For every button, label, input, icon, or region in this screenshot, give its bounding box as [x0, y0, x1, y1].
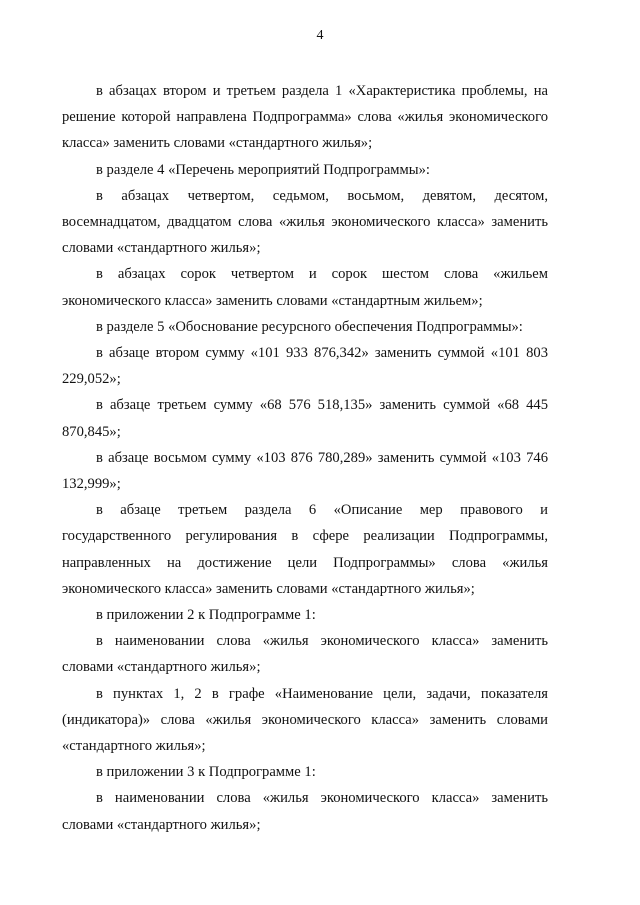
paragraph-section-5-heading: в разделе 5 «Обоснование ресурсного обеспечения Подпрограммы»: [96, 318, 523, 335]
paragraph-appendix-3-title: в наименовании слова «жилья экономического класса» заменить словами «стандартного жилья»; [62, 790, 548, 833]
paragraph-appendix-2-heading: в приложении 2 к Подпрограмме 1: [96, 607, 316, 624]
paragraph-section-4-heading: в разделе 4 «Перечень мероприятий Подпрограммы»: [96, 161, 430, 178]
paragraph-section-5-second: в абзаце втором сумму «101 933 876,342» заменить суммой «101 803 229,052»; [62, 345, 548, 388]
paragraph-section-6-amendment: в абзаце третьем раздела 6 «Описание мер правового и государственного регулирования в сфере реализации Подпрограммы, направленных на достижение цели Подпрограммы» слова «жилья экономического класса» заменить словами «стандартного жилья»; [62, 502, 548, 597]
paragraph-section-5-third: в абзаце третьем сумму «68 576 518,135» заменить суммой «68 445 870,845»; [62, 397, 548, 440]
paragraph-section-4-forty-paragraphs: в абзацах сорок четвертом и сорок шестом слова «жильем экономического класса» заменить словами «стандартным жильем»; [62, 266, 548, 309]
paragraph-section-5-eighth: в абзаце восьмом сумму «103 876 780,289» заменить суммой «103 746 132,999»; [62, 449, 548, 493]
paragraph-appendix-2-items: в пунктах 1, 2 в графе «Наименование цели, задачи, показателя (индикатора)» слова «жилья экономического класса» заменить словами «стандартного жилья»; [62, 685, 548, 755]
page-number: 4 [316, 28, 324, 43]
document-body [62, 78, 548, 838]
paragraph-section-4-paragraphs: в абзацах четвертом, седьмом, восьмом, девятом, десятом, восемнадцатом, двадцатом слова «жилья экономического класса» заменить словами «стандартного жилья»; [62, 187, 548, 257]
paragraph-appendix-2-title: в наименовании слова «жилья экономического класса» заменить словами «стандартного жилья»; [62, 633, 548, 676]
paragraph-section-1-amendment: в абзацах втором и третьем раздела 1 «Характеристика проблемы, на решение которой направлена Подпрограмма» слова «жилья экономического класса» заменить словами «стандартного жилья»; [62, 83, 548, 152]
paragraph-appendix-3-heading: в приложении 3 к Подпрограмме 1: [96, 764, 316, 781]
